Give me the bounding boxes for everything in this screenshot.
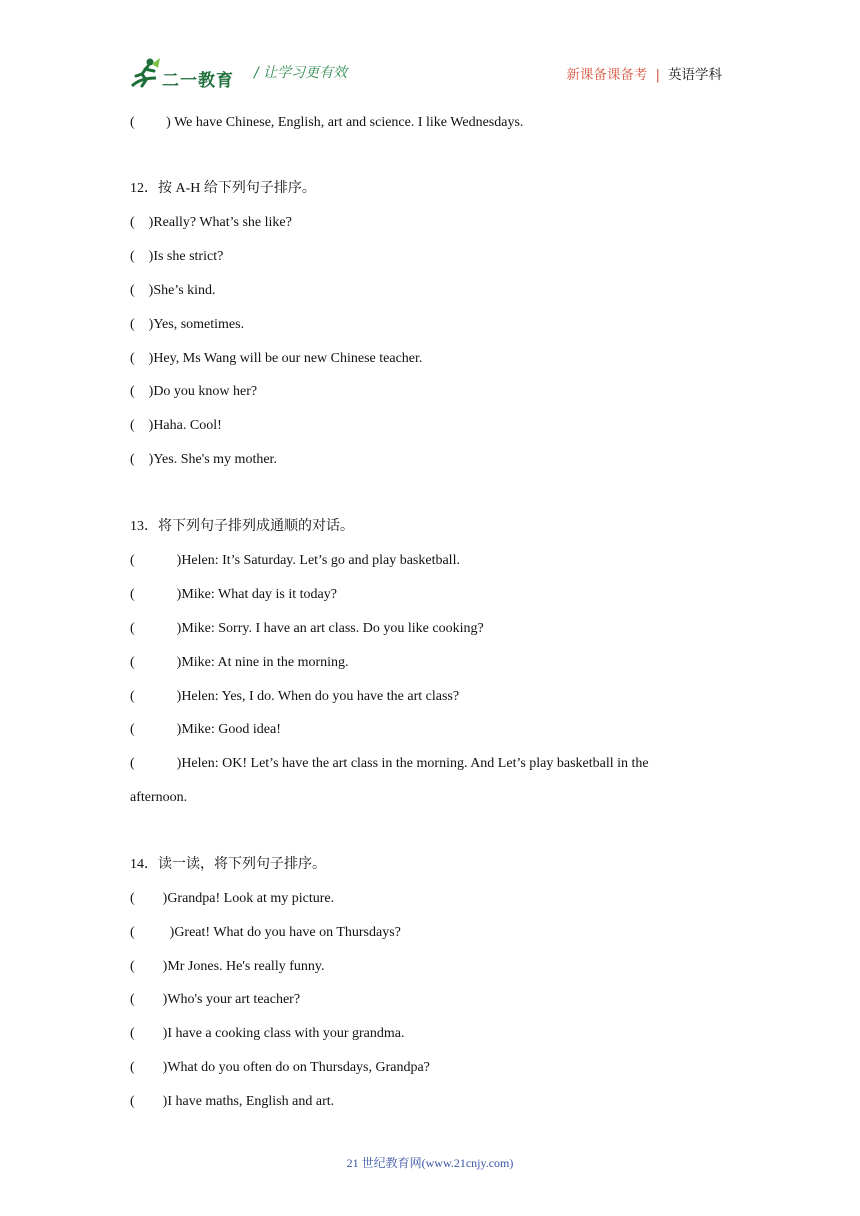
logo-text: 二一教育 — [162, 71, 234, 91]
q13-item: ( )Mike: At nine in the morning. — [130, 655, 349, 670]
q12-item: ( )Is she strict? — [130, 249, 224, 264]
header-course-label: 新课备课备考 — [566, 67, 648, 83]
q12-title: 12．按 A-H 给下列句子排序。 — [130, 181, 316, 196]
runner-logo-icon — [130, 56, 164, 90]
q13-item: ( )Helen: Yes, I do. When do you have the art class? — [130, 689, 460, 704]
q13-item: ( )Helen: OK! Let’s have the art class in the morning. And Let’s play basketball in the — [130, 756, 649, 771]
q13-item: ( )Mike: What day is it today? — [130, 587, 337, 602]
q14-item: ( )I have a cooking class with your grandma. — [130, 1026, 405, 1041]
q12-item: ( )She’s kind. — [130, 283, 216, 298]
q12-item: ( )Haha. Cool! — [130, 418, 222, 433]
q14-item: ( )Great! What do you have on Thursdays? — [130, 925, 401, 940]
page-footer: 21 世纪教育网(www.21cnjy.com) — [346, 1156, 514, 1170]
q13-item: ( )Helen: It’s Saturday. Let’s go and play basketball. — [130, 553, 460, 568]
q11-last-item: ( ) We have Chinese, English, art and science. I like Wednesdays. — [130, 115, 524, 130]
q14-item: ( )What do you often do on Thursdays, Grandpa? — [130, 1060, 430, 1075]
q13-title: 13．将下列句子排列成通顺的对话。 — [130, 519, 354, 534]
header-divider: | — [655, 67, 660, 83]
q14-item: ( )Who's your art teacher? — [130, 992, 301, 1007]
q14-item: ( )Grandpa! Look at my picture. — [130, 891, 335, 906]
q12-item: ( )Yes. She's my mother. — [130, 452, 277, 467]
logo — [130, 56, 248, 90]
q12-item: ( )Really? What’s she like? — [130, 215, 292, 230]
q14-title: 14．读一读，将下列句子排序。 — [130, 857, 326, 872]
q12-item: ( )Hey, Ms Wang will be our new Chinese teacher. — [130, 351, 423, 366]
q12-item: ( )Do you know her? — [130, 384, 258, 399]
q14-item: ( )I have maths, English and art. — [130, 1094, 335, 1109]
header-subject: 英语学科 — [668, 67, 722, 83]
q13-item-continuation: afternoon. — [130, 790, 188, 805]
q13-item: ( )Mike: Good idea! — [130, 722, 281, 737]
slogan: / 让学习更有效 — [254, 65, 348, 81]
q12-item: ( )Yes, sometimes. — [130, 317, 245, 332]
page-header — [130, 52, 730, 92]
q14-item: ( )Mr Jones. He's really funny. — [130, 959, 325, 974]
q13-item: ( )Mike: Sorry. I have an art class. Do you like cooking? — [130, 621, 484, 636]
header-right — [566, 63, 722, 83]
